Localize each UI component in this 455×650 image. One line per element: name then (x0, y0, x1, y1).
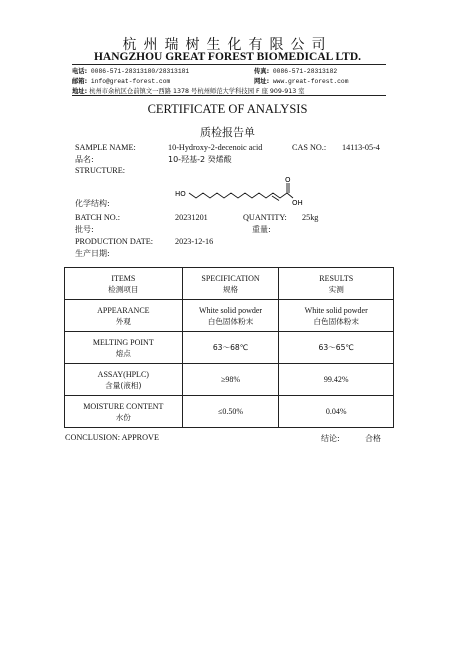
quantity-label-cn: 重量: (252, 225, 271, 234)
document-title-cn: 质检报告单 (200, 126, 255, 139)
item-cell (65, 396, 183, 428)
spec-value: 63～68℃ (212, 343, 249, 352)
tel-line (72, 66, 189, 75)
letterhead-divider-top (72, 64, 386, 65)
table-row (65, 396, 394, 428)
item-en: MELTING POINT (92, 337, 154, 347)
item-en: ASSAY(HPLC) (97, 369, 149, 379)
table-row (65, 332, 394, 364)
result-cell (279, 364, 394, 396)
conclusion-value-cn: 合格 (365, 434, 381, 443)
web-label: 网址: (254, 78, 270, 85)
analysis-table (64, 267, 394, 428)
result-cell (279, 300, 394, 332)
item-en: APPEARANCE (97, 305, 150, 315)
spec-en: White solid powder (198, 305, 263, 315)
fax-label: 传真: (254, 68, 270, 75)
production-date-value: 2023-12-16 (175, 237, 214, 246)
header-items-en: ITEMS (111, 273, 136, 283)
company-name-en: HANGZHOU GREAT FOREST BIOMEDICAL LTD. (93, 51, 361, 63)
item-cn: 水份 (115, 412, 131, 422)
quantity-label: QUANTITY: (243, 213, 287, 222)
item-en: MOISTURE CONTENT (83, 401, 164, 411)
batch-label: BATCH NO.: (75, 213, 121, 222)
spec-cell (182, 396, 279, 428)
result-cell (279, 332, 394, 364)
email-value: info@great-forest.com (90, 78, 171, 85)
result-cell (279, 396, 394, 428)
header-specification-cn: 规格 (222, 284, 239, 294)
spec-cell (182, 300, 279, 332)
result-value: 63～65℃ (318, 343, 354, 352)
cas-value: 14113-05-4 (342, 143, 380, 152)
header-results-en: RESULTS (319, 273, 354, 283)
tel-label: 电话: (72, 68, 88, 75)
header-specification-en: SPECIFICATION (201, 273, 260, 283)
item-cn: 熔点 (115, 348, 131, 358)
item-cn: 含量(液相) (105, 380, 142, 390)
item-cell (65, 332, 183, 364)
spec-cell (182, 364, 279, 396)
header-results (279, 268, 394, 300)
result-value: 99.42% (323, 375, 349, 384)
spec-value: ≥98% (221, 375, 241, 384)
chemical-structure-diagram (175, 174, 305, 208)
email-line (72, 76, 170, 85)
hydroxyl-bond (287, 193, 293, 198)
web-line (254, 76, 348, 85)
address-line (72, 86, 305, 95)
batch-value: 20231201 (175, 213, 208, 222)
fax-value: 0086-571-28313182 (272, 68, 338, 75)
quantity-value: 25kg (302, 213, 319, 222)
table-row (65, 364, 394, 396)
conclusion-label-cn: 结论: (321, 434, 340, 443)
header-items (65, 268, 183, 300)
batch-label-cn: 批号: (75, 225, 94, 234)
production-date-label-cn: 生产日期: (75, 249, 110, 258)
sample-name-value-cn: 10-羟基-2 癸烯酸 (168, 155, 232, 164)
production-date-label: PRODUCTION DATE: (75, 237, 154, 246)
header-results-cn: 实测 (328, 284, 344, 294)
web-value: www.great-forest.com (272, 78, 349, 85)
cas-label: CAS NO.: (292, 143, 327, 152)
structure-oh-label: OH (292, 199, 303, 207)
structure-o-label: O (285, 176, 291, 184)
spec-cell (182, 332, 279, 364)
sample-name-value: 10-Hydroxy-2-decenoic acid (168, 143, 263, 152)
structure-label-cn: 化学结构: (75, 199, 110, 208)
tel-value: 0086-571-28313180/28313181 (90, 68, 190, 75)
item-cn: 外观 (115, 316, 131, 326)
structure-label: STRUCTURE: (75, 166, 126, 175)
conclusion-en: CONCLUSION: APPROVE (65, 433, 159, 442)
table-row (65, 300, 394, 332)
header-items-cn: 检测项目 (108, 284, 139, 294)
item-cell (65, 300, 183, 332)
fax-line (254, 66, 337, 75)
result-en: White solid powder (304, 305, 368, 315)
email-label: 邮箱: (72, 78, 88, 85)
result-cn: 白色固体粉末 (313, 316, 359, 326)
table-header-row (65, 268, 394, 300)
spec-value: ≤0.50% (218, 407, 244, 416)
result-value: 0.04% (325, 407, 347, 416)
letterhead-divider-bottom (72, 95, 386, 96)
address-value: 杭州市余杭区仓前镇文一西路 1378 号杭州师范大学科技园 F 座 909-913 室 (89, 88, 305, 95)
address-label: 地址: (72, 88, 88, 95)
sample-name-label-cn: 品名: (75, 155, 94, 164)
carbon-chain (189, 193, 287, 198)
sample-name-label: SAMPLE NAME: (75, 143, 136, 152)
item-cell (65, 364, 183, 396)
structure-ho-label: HO (175, 190, 186, 198)
company-name-cn: 杭州瑞树生化有限公司 (122, 38, 333, 53)
document-title: CERTIFICATE OF ANALYSIS (147, 102, 308, 116)
header-specification (182, 268, 279, 300)
spec-cn: 白色固体粉末 (207, 316, 254, 326)
